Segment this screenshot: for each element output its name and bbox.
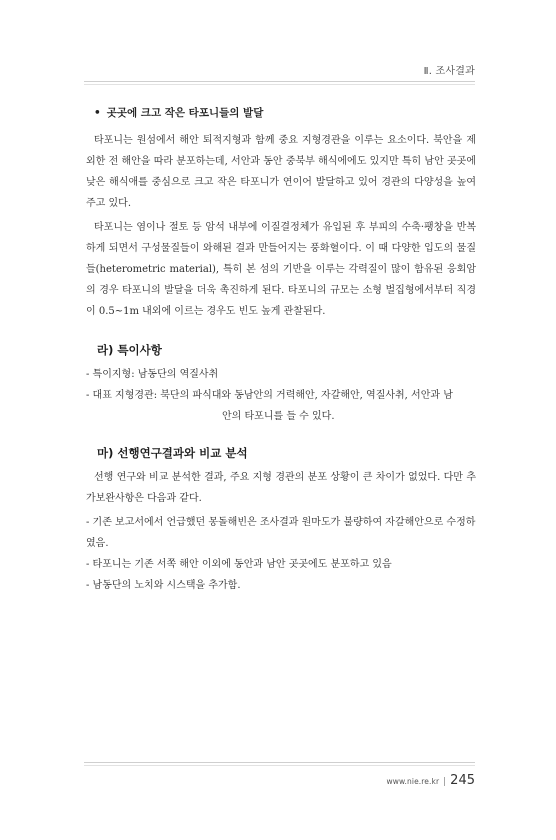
footer-divider bbox=[84, 762, 475, 763]
bullet-heading-text: 곳곳에 크고 작은 타포니들의 발달 bbox=[106, 107, 264, 119]
paragraph-comparison-intro: 선행 연구와 비교 분석한 결과, 주요 지형 경관의 분포 상황이 큰 차이가 없었다. 다만 추가보완사항은 다음과 같다. bbox=[86, 472, 476, 504]
list-item-pebble-beach: - 기존 보고서에서 언급했던 몽돌해빈은 조사결과 원마도가 불량하여 자갈해안으로 수정하였음. bbox=[86, 517, 476, 549]
page-footer bbox=[387, 773, 475, 788]
header-divider-secondary bbox=[84, 84, 475, 85]
bullet-marker: • bbox=[94, 107, 101, 119]
list-item-special-landform: - 특이지형: 남동단의 역질사취 bbox=[86, 369, 219, 380]
bullet-heading bbox=[94, 105, 476, 120]
footer-divider-secondary bbox=[84, 765, 475, 766]
paragraph-tafoni-formation: 타포니는 염이나 절토 등 암석 내부에 이질결정체가 유입된 후 부피의 수축·팽창을 반복하게 되면서 구성물질들이 와해된 결과 만들어지는 풍화혈이다. 이 때 다양한 입도의 물질들(heterometric material), 특히 본 섬의 기반을 이루는 각력질이 많이 함유된 응회암의 경우 타포니의 발달을 더욱 촉진하게 된다. 타포니의 규모는 소형 벌집형에서부터 직경이 0.5~1m 내외에 이르는 경우도 빈도 높게 관찰된다. bbox=[86, 222, 476, 317]
chapter-label: Ⅱ. 조사결과 bbox=[423, 66, 475, 77]
header-divider bbox=[84, 81, 475, 82]
list-item-tafoni-distribution: - 타포니는 기존 서쪽 해안 이외에 동안과 남안 곳곳에도 분포하고 있음 bbox=[86, 559, 392, 570]
section-heading-special-notes: 라) 특이사항 bbox=[97, 343, 162, 357]
footer-website: www.nie.re.kr bbox=[386, 777, 440, 786]
list-item-representative-landscape bbox=[86, 385, 476, 427]
list-item-representative-landscape-line2: 안의 타포니를 들 수 있다. bbox=[222, 411, 335, 422]
list-item-notch-stack: - 남동단의 노치와 시스택을 추가함. bbox=[86, 580, 241, 591]
footer-separator: | bbox=[443, 777, 447, 787]
paragraph-tafoni-distribution: 타포니는 원섬에서 해안 퇴적지형과 함께 중요 지형경관을 이루는 요소이다. 북안을 제외한 전 해안을 따라 분포하는데, 서안과 동안 중북부 해식에에도 있지만 특히 남안 곳곳에 낮은 해식애를 중심으로 크고 작은 타포니가 연이어 발달하고 있어 경관의 다양성을 높여주고 있다. bbox=[86, 135, 476, 209]
section-heading-comparison: 마) 선행연구결과와 비교 분석 bbox=[97, 446, 248, 460]
list-item-representative-landscape-line1: - 대표 지형경관: 북단의 파식대와 동남안의 거력해안, 자갈해안, 역질사취, 서안과 남 bbox=[86, 390, 453, 401]
page-content bbox=[86, 105, 476, 596]
page-number: 245 bbox=[450, 773, 475, 788]
